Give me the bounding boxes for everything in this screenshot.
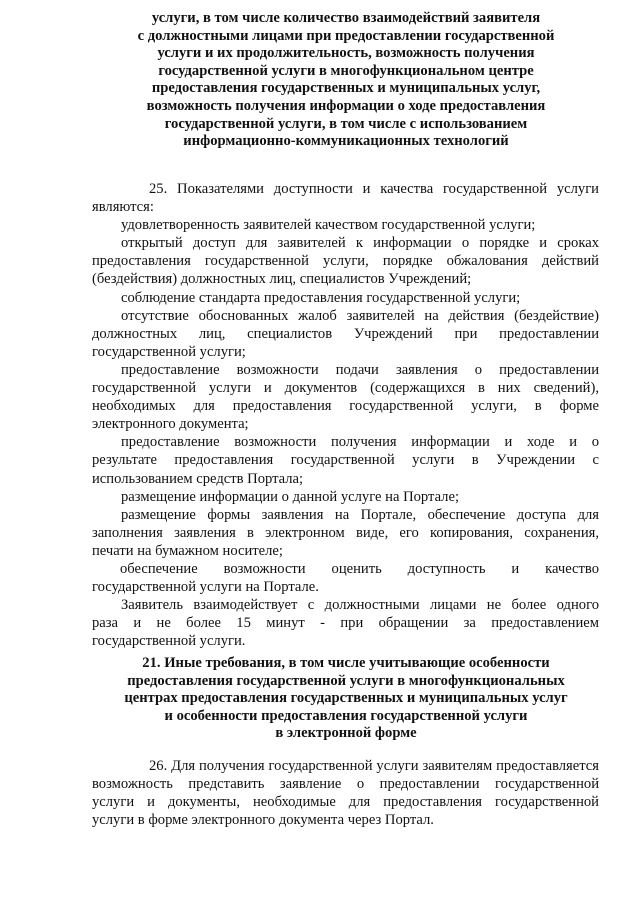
section-25-body	[92, 180, 599, 650]
heading-line: предоставления государственной услуги в многофункциональных	[127, 672, 565, 689]
paragraph-line: услуги в форме электронного документа через Портал.	[92, 812, 434, 829]
heading-line: услуги и их продолжительность, возможность получения	[157, 45, 535, 62]
paragraph-line: необходимых для предоставления государственной услуги, в форме	[92, 398, 599, 415]
paragraph-line: раза и не более 15 минут - при обращении за предоставлением	[92, 615, 599, 632]
paragraph-line: государственной услуги.	[92, 633, 246, 650]
section-26-body	[92, 757, 599, 829]
heading-line: возможность получения информации о ходе предоставления	[146, 97, 546, 114]
paragraph-line: услуги и документы, необходимые для предоставления государственной	[92, 794, 599, 811]
paragraph-line: электронного документа;	[92, 416, 249, 433]
paragraph-line: должностных лиц, специалистов Учреждений при предоставлении	[92, 325, 599, 342]
paragraph-line: соблюдение стандарта предоставления государственной услуги;	[121, 289, 521, 306]
paragraph-line: возможность представить заявление о предоставлении государственной	[92, 776, 599, 793]
paragraph-line: размещение информации о данной услуге на Портале;	[121, 488, 459, 505]
paragraph-line: удовлетворенность заявителей качеством государственной услуги;	[121, 217, 536, 234]
heading-line: центрах предоставления государственных и муниципальных услуг	[124, 690, 568, 707]
heading-line: 21. Иные требования, в том числе учитывающие особенности	[142, 655, 550, 671]
heading-line: с должностными лицами при предоставлении государственной	[137, 27, 555, 44]
heading-line: предоставления государственных и муниципальных услуг,	[151, 80, 541, 97]
paragraph-line: государственной услуги на Портале.	[92, 579, 319, 596]
paragraph-line: заполнения заявления в электронном виде, его копирования, сохранения,	[92, 524, 599, 541]
paragraph-line: предоставление возможности подачи заявления о предоставлении	[121, 361, 599, 378]
heading-line: и особенности предоставления государственной услуги	[164, 707, 528, 724]
heading-line: услуги, в том числе количество взаимодействий заявителя	[151, 10, 541, 26]
paragraph-line: открытый доступ для заявителей к информации о порядке и сроках	[121, 235, 599, 252]
paragraph-line: Заявитель взаимодействует с должностными лицами не более одного	[121, 597, 599, 614]
section-heading-other-requirements	[92, 655, 600, 743]
paragraph-line: государственной услуги и документов (содержащихся в них сведений),	[92, 380, 599, 397]
heading-line: государственной услуги в многофункциональном центре	[158, 62, 534, 79]
paragraph-line: отсутствие обоснованных жалоб заявителей на действия (бездействие)	[121, 307, 599, 324]
paragraph-line: являются:	[92, 199, 154, 216]
paragraph-line: 25. Показателями доступности и качества государственной услуги	[149, 181, 599, 197]
paragraph-line: (бездействия) должностных лиц, специалистов Учреждений;	[92, 271, 472, 288]
paragraph-line: предоставления государственной услуги, порядке обжалования действий	[92, 253, 599, 270]
paragraph-line: печати на бумажном носителе;	[92, 542, 283, 559]
heading-line: информационно-коммуникационных технологий	[183, 133, 509, 150]
paragraph-line: государственной услуги;	[92, 343, 246, 360]
paragraph-line: использованием средств Портала;	[92, 470, 304, 487]
paragraph-line: обеспечение возможности оценить доступность и качество	[120, 560, 599, 577]
heading-line: государственной услуги, в том числе с использованием	[164, 115, 528, 132]
paragraph-line: предоставление возможности получения информации и ходе и о	[121, 434, 599, 451]
section-heading-accessibility	[92, 10, 600, 151]
heading-line: в электронной форме	[275, 725, 417, 742]
paragraph-line: размещение формы заявления на Портале, обеспечение доступа для	[121, 506, 599, 523]
paragraph-line: 26. Для получения государственной услуги заявителям предоставляется	[149, 758, 599, 774]
paragraph-line: результате предоставления государственной услуги в Учреждении с	[92, 452, 599, 469]
